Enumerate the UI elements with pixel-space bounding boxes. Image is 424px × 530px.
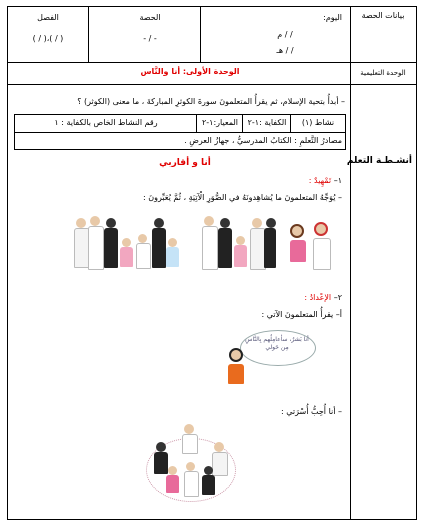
- family-picture-1: [72, 212, 182, 274]
- activity-competency: الكفاية :١-٢: [247, 118, 287, 127]
- activity-competency-number: رقم النشاط الخاص بالكفاية : ١: [54, 118, 158, 127]
- class-value: ( / )،( / ): [32, 34, 64, 43]
- section2-title: الإعْدادُ :: [304, 293, 332, 302]
- boy-figure: [226, 348, 248, 390]
- header-divider-1: [88, 6, 89, 62]
- section2-number: ٢–: [333, 293, 342, 302]
- family-picture-2: [200, 212, 278, 274]
- period-label: الحصة: [139, 13, 161, 22]
- speech-bubble-text: أنا بَشرٌ، سأعامِلُهم بِالنَّاسِ مِن حَولي: [245, 336, 309, 351]
- lesson-title: أنا و أقاربي: [159, 158, 211, 168]
- day-value-gregorian: / / م: [277, 30, 293, 39]
- activity-box-divider: [14, 132, 346, 133]
- unit-title: الوحدة الأولى: أنا والنَّاس: [140, 67, 240, 76]
- period-value: - / -: [143, 34, 157, 43]
- unit-label: الوحدة التعليمية: [360, 69, 406, 77]
- activity-cell-divider-3: [196, 114, 197, 132]
- family-circle-picture: [136, 422, 246, 508]
- section1-title: تَمْهِيدٌ :: [308, 176, 332, 185]
- day-label: اليوم:: [323, 13, 342, 22]
- section1-number: ١–: [333, 176, 342, 185]
- header-divider-2: [200, 6, 201, 62]
- activity-cell-divider-2: [242, 114, 243, 132]
- activities-label: أنشـطـة التعلم: [346, 156, 412, 166]
- children-picture: [286, 218, 338, 274]
- section1-heading: [18, 176, 342, 186]
- activity-standard: المعيار:١-٢: [201, 118, 239, 127]
- lesson-data-label: بيانات الحصة: [361, 11, 405, 20]
- activity-cell-divider-1: [290, 114, 291, 132]
- header-bottom-rule: [7, 62, 417, 63]
- section2-heading: [18, 293, 342, 303]
- section1-text: – يُوَجِّهُ المتعلمونَ ما يُشاهِدونَهُ في الصُّوَرِ الْآتِيَةِ ، ثُمَّ يُعَبِّرونَ :: [142, 193, 342, 202]
- intro-text: – أبدأُ بتحية الإسلام، ثم يقرأُ المتعلمونَ سورةَ الكوثرِ المباركةَ ، ما معنى (الكوثر) ؟: [77, 97, 345, 106]
- section2-a-text: أ– يقرأُ المتعلمونَ الآتي :: [261, 310, 342, 319]
- activity-number: نشاط (١): [301, 118, 335, 127]
- section2-b-text: – أنا أُحِبُّ أُسْرَتي :: [280, 407, 342, 416]
- learning-sources: مصادرُ التَّعلمِ : الكتابُ المدرسيُّ ، جهازُ العرضِ .: [184, 136, 342, 145]
- day-value-hijri: / / هـ: [276, 46, 294, 55]
- class-label: الفصل: [37, 13, 59, 22]
- unit-bottom-rule: [7, 84, 417, 85]
